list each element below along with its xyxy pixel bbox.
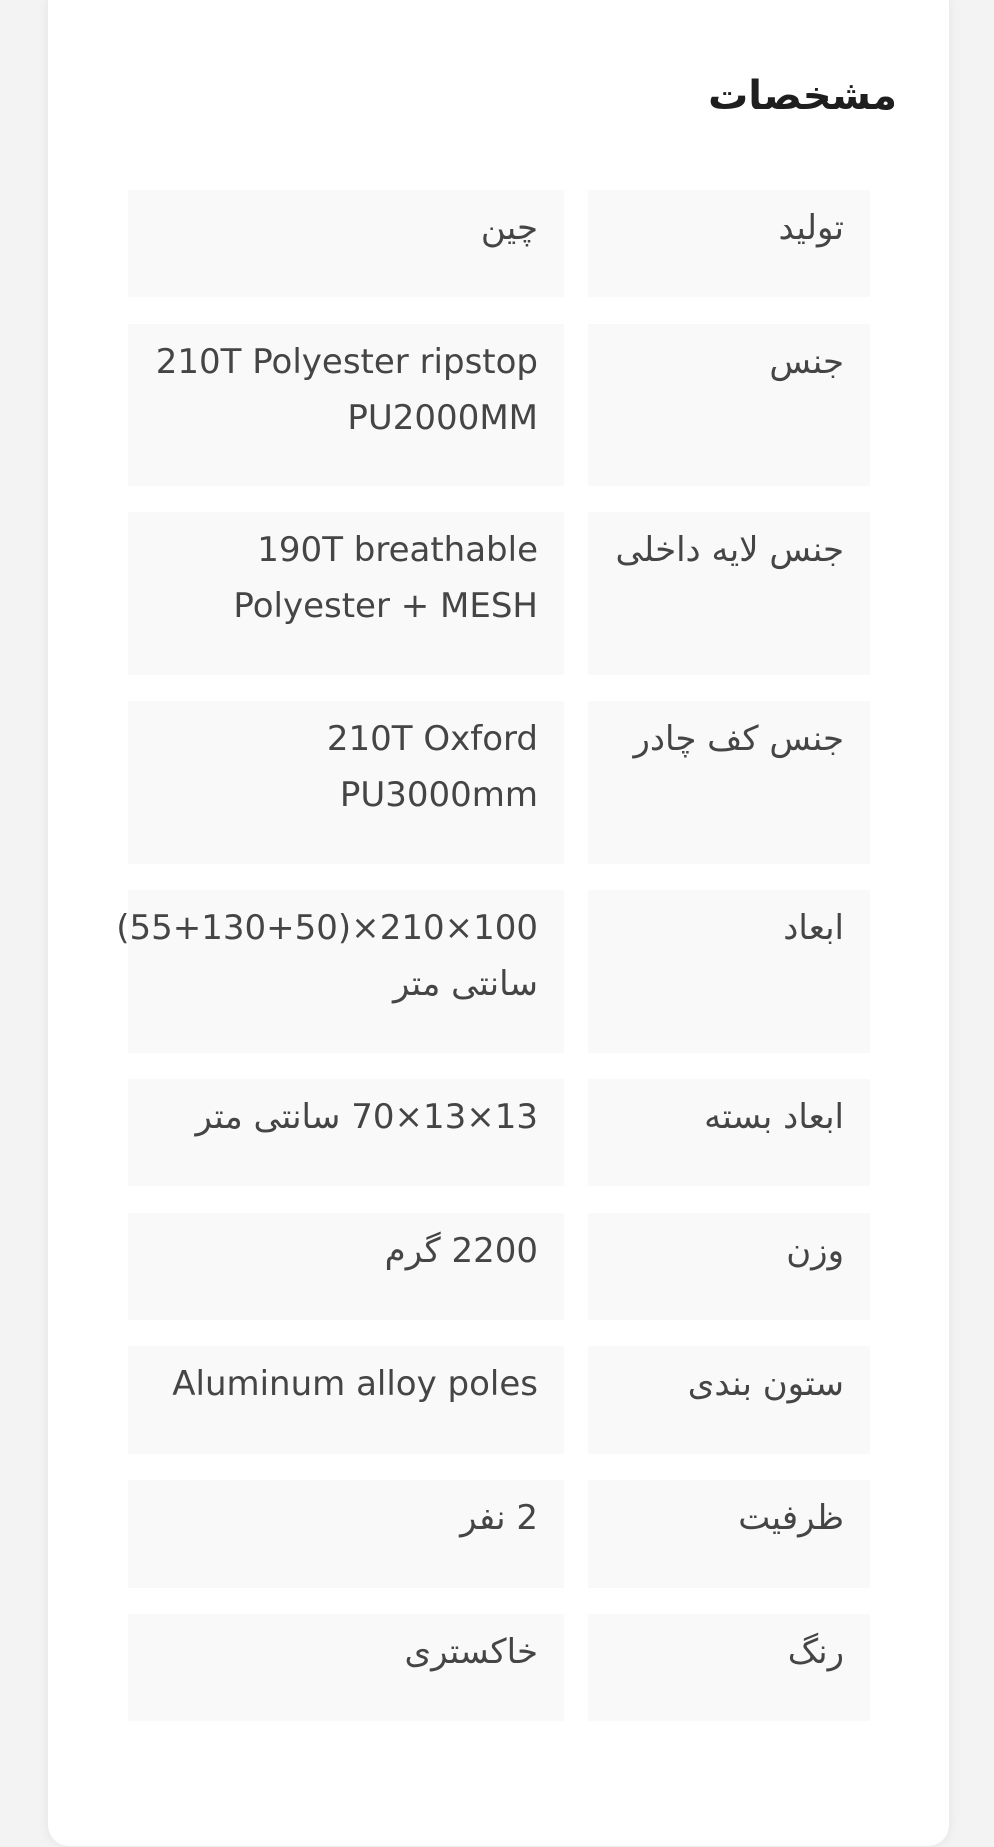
spec-label: وزن xyxy=(588,1213,870,1320)
spec-row-color xyxy=(128,1614,870,1721)
section-title: مشخصات xyxy=(708,73,897,119)
spec-value: 13×13×70 سانتی متر xyxy=(128,1079,564,1186)
spec-value: 2200 گرم xyxy=(128,1213,564,1320)
spec-row-inner-material xyxy=(128,512,870,675)
spec-label: جنس کف چادر xyxy=(588,701,870,864)
spec-label: تولید xyxy=(588,190,870,297)
specifications-card xyxy=(47,0,950,1847)
spec-value: 100×210×(55+130+50) سانتی متر xyxy=(128,890,564,1053)
spec-label: ستون بندی xyxy=(588,1346,870,1454)
spec-label: جنس xyxy=(588,324,870,486)
spec-label: جنس لایه داخلی xyxy=(588,512,870,675)
spec-label: رنگ xyxy=(588,1614,870,1721)
spec-value: Aluminum alloy poles xyxy=(128,1346,564,1454)
spec-row-package-dimensions xyxy=(128,1079,870,1186)
spec-row-floor-material xyxy=(128,701,870,864)
spec-value: 190T breathable Polyester + MESH xyxy=(128,512,564,675)
spec-value: 210T Polyester ripstop PU2000MM xyxy=(128,324,564,486)
spec-row-poles xyxy=(128,1346,870,1454)
spec-value: خاکستری xyxy=(128,1614,564,1721)
spec-value: 210T Oxford PU3000mm xyxy=(128,701,564,864)
spec-row-weight xyxy=(128,1213,870,1320)
spec-label: ابعاد xyxy=(588,890,870,1053)
spec-row-dimensions xyxy=(116,890,870,1053)
spec-value: 2 نفر xyxy=(128,1480,564,1588)
spec-row-origin xyxy=(128,190,870,297)
spec-value: چین xyxy=(128,190,564,297)
spec-label: ابعاد بسته xyxy=(588,1079,870,1186)
spec-label: ظرفیت xyxy=(588,1480,870,1588)
spec-row-capacity xyxy=(128,1480,870,1588)
spec-row-material xyxy=(128,324,870,486)
